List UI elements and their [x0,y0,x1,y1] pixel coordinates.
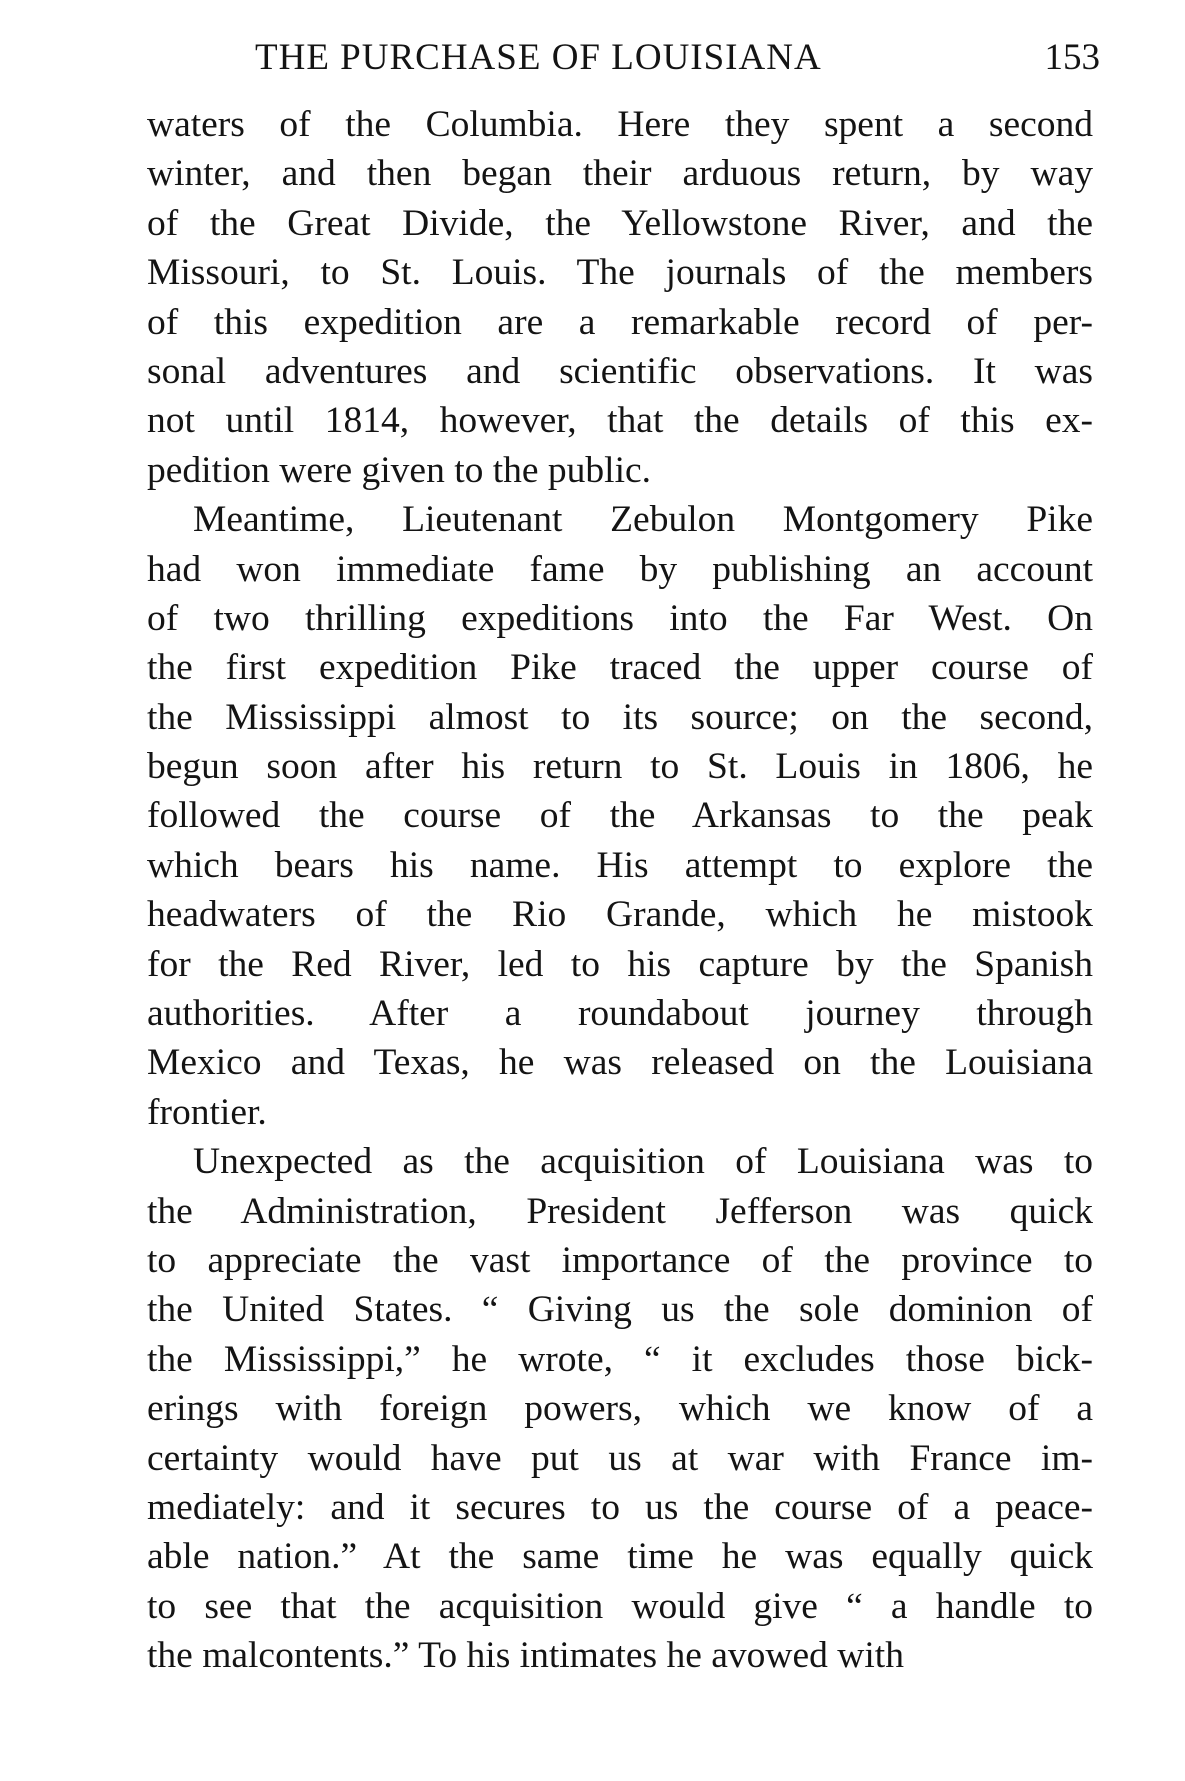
text-line: of the Great Divide, the Yellowstone River, and the [147,202,1093,244]
text-line: the Mississippi,” he wrote, “ it excludes those bick- [147,1338,1093,1380]
text-line: headwaters of the Rio Grande, which he mistook [147,894,1093,936]
text-line: to appreciate the vast importance of the province to [147,1239,1093,1281]
text-line: of two thrilling expeditions into the Far West. On [147,597,1093,639]
text-line: Missouri, to St. Louis. The journals of the members [147,252,1093,294]
text-line: mediately: and it secures to us the course of a peace- [147,1486,1093,1528]
paragraph [147,495,1093,1137]
body-text [147,100,1093,1681]
text-line: able nation.” At the same time he was equally quick [147,1536,1093,1578]
text-line: for the Red River, led to his capture by the Spanish [147,943,1093,985]
running-head [255,28,1100,88]
text-line: the first expedition Pike traced the upper course of [147,647,1093,689]
text-line: which bears his name. His attempt to explore the [147,844,1093,886]
text-line: winter, and then began their arduous return, by way [147,153,1093,195]
running-title: THE PURCHASE OF LOUISIANA [255,37,822,78]
paragraph [147,1137,1093,1680]
text-line: to see that the acquisition would give “ a handle to [147,1585,1093,1627]
text-line: pedition were given to the public. [147,449,652,491]
text-line: the Administration, President Jefferson was quick [147,1190,1093,1232]
text-line: begun soon after his return to St. Louis in 1806, he [147,746,1093,788]
text-line: Meantime, Lieutenant Zebulon Montgomery Pike [193,499,1093,541]
text-line: had won immediate fame by publishing an account [147,548,1093,590]
text-line: Unexpected as the acquisition of Louisiana was to [193,1141,1093,1183]
text-line: the United States. “ Giving us the sole dominion of [147,1289,1093,1331]
text-line: sonal adventures and scientific observations. It was [147,350,1093,392]
text-line: of this expedition are a remarkable record of per- [147,301,1093,343]
text-line: erings with foreign powers, which we know of a [147,1388,1093,1430]
text-line: the malcontents.” To his intimates he avowed with [147,1635,904,1677]
paragraph [147,100,1093,495]
text-line: followed the course of the Arkansas to the peak [147,795,1093,837]
text-line: the Mississippi almost to its source; on the second, [147,696,1093,738]
text-line: not until 1814, however, that the details of this ex- [147,400,1093,442]
text-line: authorities. After a roundabout journey through [147,993,1093,1035]
page-number: 153 [1044,37,1100,78]
text-line: certainty would have put us at war with France im- [147,1437,1093,1479]
text-line: frontier. [147,1091,267,1133]
text-line: waters of the Columbia. Here they spent a second [147,104,1093,145]
text-line: Mexico and Texas, he was released on the Louisiana [147,1042,1093,1084]
